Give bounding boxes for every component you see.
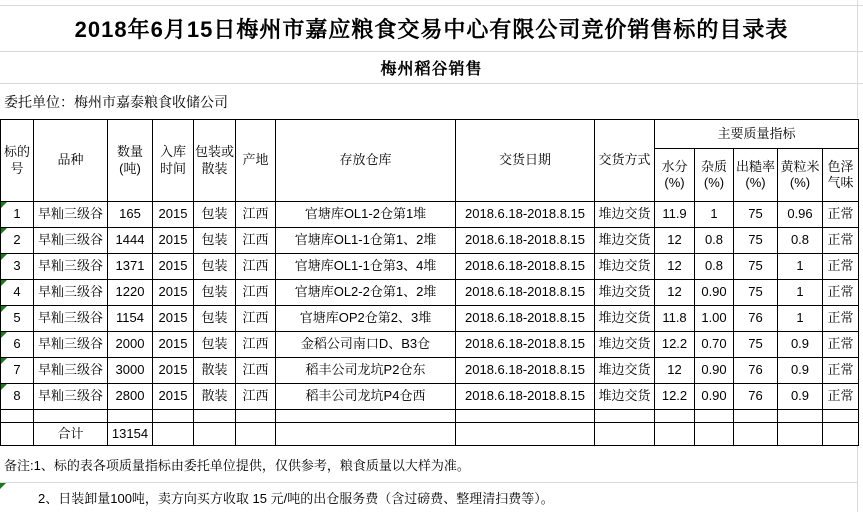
cell-moisture: 12 [655, 254, 695, 280]
cell-lot-no: 4 [1, 280, 34, 306]
cell-brown-rice-rate: 75 [734, 228, 778, 254]
header-warehouse: 存放仓库 [276, 120, 456, 202]
cell-brown-rice-rate: 75 [734, 254, 778, 280]
table-row [1, 306, 859, 332]
header-origin: 产地 [236, 120, 276, 202]
cell-storage-time: 2015 [153, 384, 194, 410]
cell-origin: 江西 [236, 202, 276, 228]
cell-delivery-date: 2018.6.18-2018.8.15 [456, 306, 595, 332]
table-row [1, 280, 859, 306]
cell-variety: 早籼三级谷 [34, 228, 108, 254]
cell-warehouse: 稻丰公司龙坑P4仓西 [276, 384, 456, 410]
cell-quantity: 1444 [108, 228, 153, 254]
note-row-1 [0, 446, 858, 483]
cell-warehouse: 官塘库OP2仓第2、3堆 [276, 306, 456, 332]
header-color-odor: 色泽气味 [823, 149, 859, 202]
cell-delivery-date: 2018.6.18-2018.8.15 [456, 384, 595, 410]
cell-variety: 早籼三级谷 [34, 384, 108, 410]
header-delivery-mode: 交货方式 [595, 120, 655, 202]
cell-delivery-mode: 堆边交货 [595, 228, 655, 254]
subtitle-row [0, 52, 863, 84]
cell-quantity: 2800 [108, 384, 153, 410]
header-quantity: 数量(吨) [108, 120, 153, 202]
cell-lot-no: 8 [1, 384, 34, 410]
cell-yellow-grain: 1 [778, 254, 823, 280]
table-row [1, 228, 859, 254]
gridline [857, 446, 858, 512]
cell-error-marker-icon [1, 254, 7, 260]
cell-color-odor: 正常 [823, 202, 859, 228]
cell-impurity: 1 [695, 202, 734, 228]
cell-moisture: 11.9 [655, 202, 695, 228]
cell-storage-time: 2015 [153, 280, 194, 306]
catalog-table [0, 119, 859, 446]
cell-color-odor: 正常 [823, 228, 859, 254]
cell-delivery-mode: 堆边交货 [595, 384, 655, 410]
cell-lot-no: 7 [1, 358, 34, 384]
header-moisture: 水分(%) [655, 149, 695, 202]
cell-origin: 江西 [236, 384, 276, 410]
cell-impurity: 0.90 [695, 384, 734, 410]
cell-brown-rice-rate: 76 [734, 358, 778, 384]
cell-delivery-mode: 堆边交货 [595, 332, 655, 358]
page-subtitle: 梅州稻谷销售 [380, 61, 483, 78]
cell-lot-no: 1 [1, 202, 34, 228]
cell-origin: 江西 [236, 254, 276, 280]
cell-error-marker-icon [1, 358, 7, 364]
cell-color-odor: 正常 [823, 358, 859, 384]
cell-error-marker-icon [1, 280, 7, 286]
cell-storage-time: 2015 [153, 358, 194, 384]
cell-variety: 早籼三级谷 [34, 358, 108, 384]
note-row-2 [0, 483, 858, 511]
cell-impurity: 0.8 [695, 254, 734, 280]
cell-error-marker-icon [1, 384, 7, 390]
cell-delivery-date: 2018.6.18-2018.8.15 [456, 280, 595, 306]
note-1-text: 备注:1、标的表各项质量指标由委托单位提供，仅供参考，粮食质量以大样为准。 [4, 457, 470, 473]
cell-color-odor: 正常 [823, 280, 859, 306]
cell-yellow-grain: 0.9 [778, 332, 823, 358]
cell-origin: 江西 [236, 332, 276, 358]
cell-yellow-grain: 0.9 [778, 384, 823, 410]
table-row [1, 358, 859, 384]
cell-moisture: 12.2 [655, 384, 695, 410]
cell-color-odor: 正常 [823, 384, 859, 410]
cell-moisture: 12 [655, 280, 695, 306]
cell-storage-time: 2015 [153, 332, 194, 358]
cell-moisture: 11.8 [655, 306, 695, 332]
cell-packing: 包装 [194, 306, 236, 332]
total-quantity: 13154 [108, 423, 153, 446]
cell-impurity: 0.90 [695, 358, 734, 384]
cell-lot-no: 5 [1, 306, 34, 332]
cell-storage-time: 2015 [153, 306, 194, 332]
cell-moisture: 12 [655, 358, 695, 384]
cell-quantity: 165 [108, 202, 153, 228]
cell-packing: 包装 [194, 228, 236, 254]
header-delivery-date: 交货日期 [456, 120, 595, 202]
cell-color-odor: 正常 [823, 306, 859, 332]
cell-delivery-mode: 堆边交货 [595, 254, 655, 280]
cell-storage-time: 2015 [153, 228, 194, 254]
cell-brown-rice-rate: 76 [734, 306, 778, 332]
cell-quantity: 3000 [108, 358, 153, 384]
cell-delivery-mode: 堆边交货 [595, 358, 655, 384]
cell-quantity: 1220 [108, 280, 153, 306]
cell-packing: 包装 [194, 254, 236, 280]
cell-error-marker-icon [1, 332, 7, 338]
cell-warehouse: 官塘库OL1-1仓第3、4堆 [276, 254, 456, 280]
cell-delivery-date: 2018.6.18-2018.8.15 [456, 228, 595, 254]
cell-quantity: 1154 [108, 306, 153, 332]
cell-yellow-grain: 0.9 [778, 358, 823, 384]
table-row [1, 254, 859, 280]
cell-warehouse: 官塘库OL1-1仓第1、2堆 [276, 228, 456, 254]
cell-variety: 早籼三级谷 [34, 332, 108, 358]
cell-packing: 包装 [194, 332, 236, 358]
cell-delivery-mode: 堆边交货 [595, 306, 655, 332]
table-row [1, 202, 859, 228]
empty-row [1, 410, 859, 423]
header-quality-group: 主要质量指标 [655, 120, 859, 149]
cell-warehouse: 金稻公司南口D、B3仓 [276, 332, 456, 358]
total-row [1, 423, 859, 446]
header-row-1 [1, 120, 859, 149]
cell-delivery-date: 2018.6.18-2018.8.15 [456, 332, 595, 358]
cell-origin: 江西 [236, 306, 276, 332]
header-impurity: 杂质(%) [695, 149, 734, 202]
cell-origin: 江西 [236, 280, 276, 306]
cell-delivery-date: 2018.6.18-2018.8.15 [456, 358, 595, 384]
cell-packing: 包装 [194, 202, 236, 228]
cell-delivery-date: 2018.6.18-2018.8.15 [456, 202, 595, 228]
cell-lot-no: 6 [1, 332, 34, 358]
cell-delivery-date: 2018.6.18-2018.8.15 [456, 254, 595, 280]
cell-lot-no: 2 [1, 228, 34, 254]
consignor-line: 委托单位：梅州市嘉泰粮食收储公司 [4, 93, 228, 110]
cell-quantity: 1371 [108, 254, 153, 280]
cell-packing: 散装 [194, 384, 236, 410]
cell-error-marker-icon [0, 483, 6, 489]
cell-error-marker-icon [1, 202, 7, 208]
header-storage-time: 入库时间 [153, 120, 194, 202]
cell-impurity: 1.00 [695, 306, 734, 332]
title-row [0, 5, 863, 52]
cell-delivery-mode: 堆边交货 [595, 202, 655, 228]
cell-delivery-mode: 堆边交货 [595, 280, 655, 306]
table-row [1, 384, 859, 410]
cell-color-odor: 正常 [823, 254, 859, 280]
cell-color-odor: 正常 [823, 332, 859, 358]
cell-brown-rice-rate: 75 [734, 202, 778, 228]
cell-warehouse: 稻丰公司龙坑P2仓东 [276, 358, 456, 384]
cell-packing: 包装 [194, 280, 236, 306]
cell-storage-time: 2015 [153, 254, 194, 280]
cell-impurity: 0.70 [695, 332, 734, 358]
cell-yellow-grain: 1 [778, 306, 823, 332]
header-brown-rice-rate: 出糙率(%) [734, 149, 778, 202]
total-label: 合计 [34, 423, 108, 446]
cell-brown-rice-rate: 75 [734, 332, 778, 358]
cell-variety: 早籼三级谷 [34, 280, 108, 306]
cell-origin: 江西 [236, 228, 276, 254]
cell-error-marker-icon [1, 306, 7, 312]
cell-quantity: 2000 [108, 332, 153, 358]
cell-brown-rice-rate: 75 [734, 280, 778, 306]
header-yellow-grain: 黄粒米(%) [778, 149, 823, 202]
cell-yellow-grain: 0.8 [778, 228, 823, 254]
header-variety: 品种 [34, 120, 108, 202]
cell-impurity: 0.8 [695, 228, 734, 254]
cell-variety: 早籼三级谷 [34, 306, 108, 332]
cell-storage-time: 2015 [153, 202, 194, 228]
cell-impurity: 0.90 [695, 280, 734, 306]
cell-moisture: 12.2 [655, 332, 695, 358]
cell-packing: 散装 [194, 358, 236, 384]
page-title: 2018年6月15日梅州市嘉应粮食交易中心有限公司竞价销售标的目录表 [74, 17, 789, 42]
cell-brown-rice-rate: 76 [734, 384, 778, 410]
cell-yellow-grain: 0.96 [778, 202, 823, 228]
cell-yellow-grain: 1 [778, 280, 823, 306]
header-lot-no: 标的号 [1, 120, 34, 202]
cell-origin: 江西 [236, 358, 276, 384]
cell-warehouse: 官塘库OL1-2仓第1堆 [276, 202, 456, 228]
gridline [857, 0, 858, 118]
cell-variety: 早籼三级谷 [34, 254, 108, 280]
cell-variety: 早籼三级谷 [34, 202, 108, 228]
cell-error-marker-icon [1, 228, 7, 234]
note-2-text: 2、日装卸量100吨，卖方向买方收取 15 元/吨的出仓服务费（含过磅费、整理清扫费等）。 [38, 490, 554, 506]
table-row [1, 332, 859, 358]
cell-moisture: 12 [655, 228, 695, 254]
cell-warehouse: 官塘库OL2-2仓第1、2堆 [276, 280, 456, 306]
header-packing: 包装或散装 [194, 120, 236, 202]
consignor-row [0, 84, 863, 119]
cell-lot-no: 3 [1, 254, 34, 280]
